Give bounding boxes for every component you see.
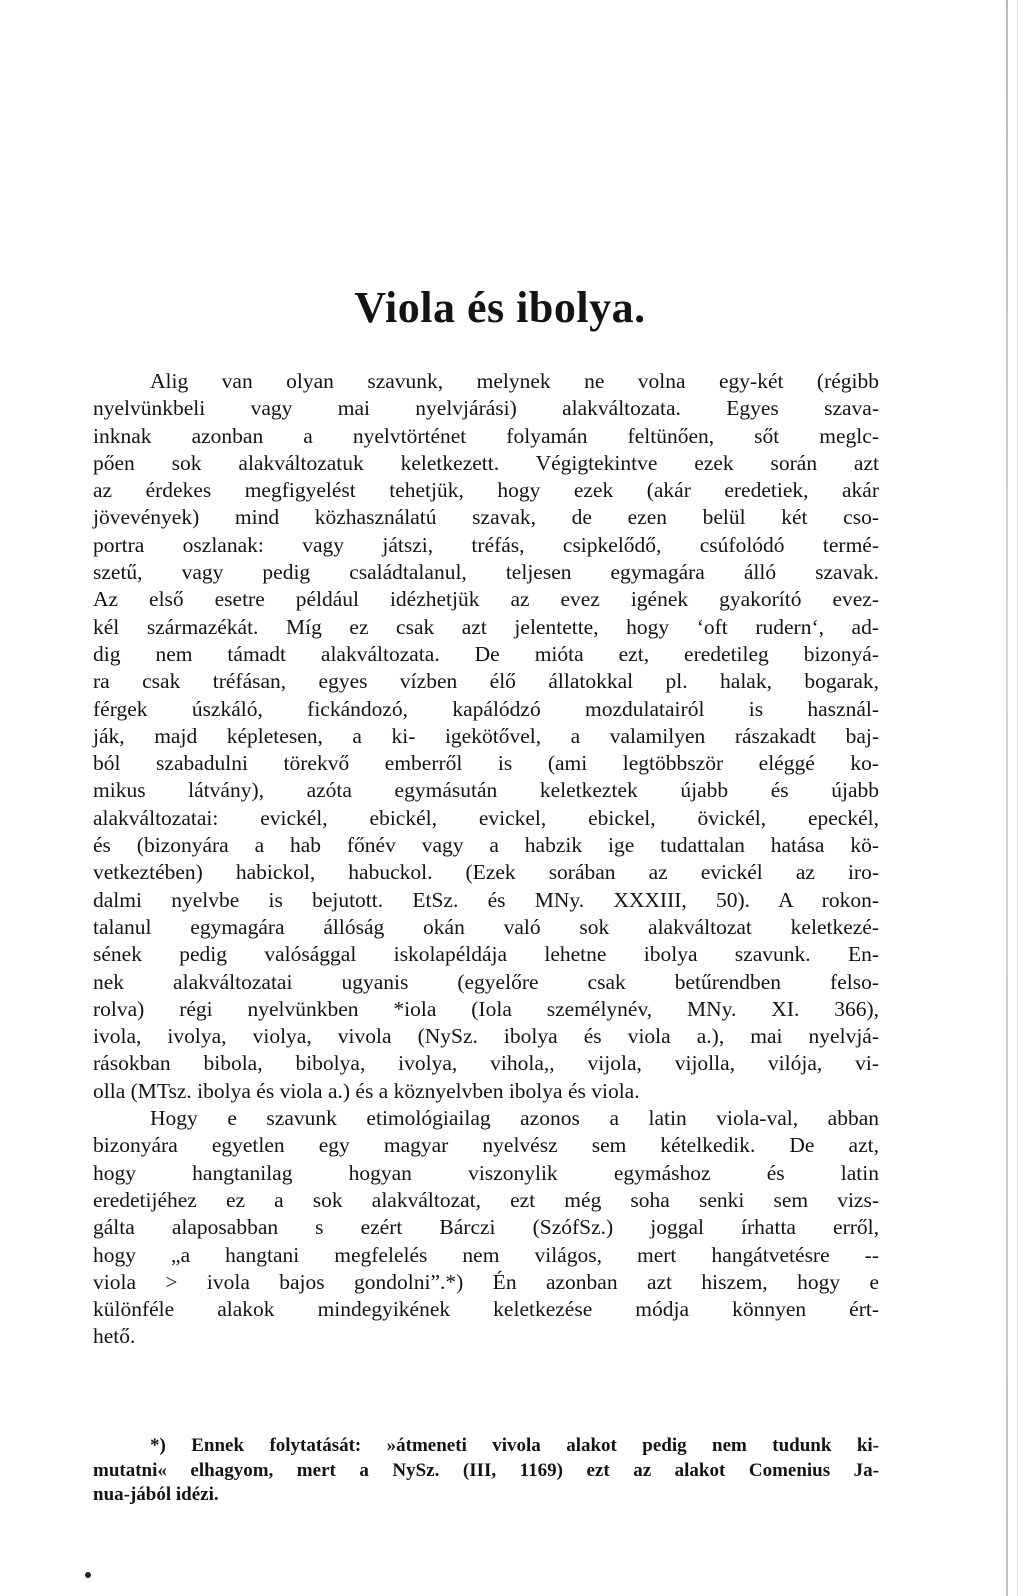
text-line: talanul egymagára állóság okán való sok alakváltozat keletkezé- (93, 914, 879, 939)
text-line: Az első esetre például idézhetjük az evez igének gyakorító evez- (93, 587, 879, 612)
text-line: portra oszlanak: vagy játszi, tréfás, csipkelődő, csúfolódó termé- (93, 532, 879, 557)
text-line: és (bizonyára a hab főnév vagy a habzik ige tudattalan hatása kö- (93, 833, 879, 858)
text-line: különféle alakok mindegyikének keletkezése módja könnyen ért- (93, 1297, 879, 1322)
text-line: pően sok alakváltozatuk keletkezett. Végigtekintve ezek során azt (93, 450, 879, 475)
text-line: dig nem támadt alakváltozata. De mióta ezt, eredetileg bizonyá- (93, 641, 879, 666)
body-text (93, 368, 879, 1351)
text-line: Hogy e szavunk etimológiailag azonos a latin viola-val, abban (150, 1106, 879, 1131)
text-line: jövevények) mind közhasználatú szavak, de ezen belül két cso- (93, 505, 879, 530)
footnote (93, 1434, 879, 1508)
text-line: hogy „a hangtani megfelelés nem világos, mert hangátvetésre -- (93, 1242, 879, 1267)
text-line: alakváltozatai: evickél, ebickél, evickel, ebickel, övickél, epeckél, (93, 805, 879, 830)
text-line: vetkeztében) habickol, habuckol. (Ezek sorában az evickél az iro- (93, 860, 879, 885)
text-line: olla (MTsz. ibolya és viola a.) és a köznyelvben ibolya és viola. (93, 1078, 640, 1103)
text-line: az érdekes megfigyelést tehetjük, hogy ezek (akár eredetiek, akár (93, 478, 879, 503)
text-line: nyelvünkbeli vagy mai nyelvjárási) alakváltozata. Egyes szava- (93, 396, 879, 421)
text-line: sének pedig valósággal iskolapéldája lehetne ibolya szavunk. En- (93, 942, 879, 967)
footnote-line: nua-jából idézi. (93, 1484, 219, 1505)
text-line: viola > ivola bajos gondolni”.*) Én azonban azt hiszem, hogy e (93, 1269, 879, 1294)
text-line: hogy hangtanilag hogyan viszonylik egymáshoz és latin (93, 1160, 879, 1185)
text-line: rolva) régi nyelvünkben *iola (Iola személynév, MNy. XI. 366), (93, 996, 879, 1021)
text-line: ból szabadulni törekvő emberről is (ami legtöbbször eléggé ko- (93, 751, 879, 776)
page-edge-shadow-outer (1017, 0, 1018, 1596)
text-line: mikus látvány), azóta egymásután keletkeztek újabb és újabb (93, 778, 879, 803)
paragraph-2 (93, 1105, 879, 1351)
text-line: nek alakváltozatai ugyanis (egyelőre csak betűrendben felso- (93, 969, 879, 994)
paragraph-1 (93, 368, 879, 1105)
text-line: dalmi nyelvbe is bejutott. EtSz. és MNy. XXXIII, 50). A rokon- (93, 887, 879, 912)
text-line: kél származékát. Míg ez csak azt jelentette, hogy ‘oft rudern‘, ad- (93, 614, 879, 639)
footnote-line: mutatni« elhagyom, mert a NySz. (III, 1169) ezt az alakot Comenius Ja- (93, 1459, 879, 1481)
text-line: eredetijéhez ez a sok alakváltozat, ezt még soha senki sem vizs- (93, 1187, 879, 1212)
text-line: férgek úszkáló, fickándozó, kapálódzó mozdulatairól is használ- (93, 696, 879, 721)
text-line: ra csak tréfásan, egyes vízben élő állatokkal pl. halak, bogarak, (93, 669, 879, 694)
page-edge-shadow (1006, 0, 1008, 1596)
page-title: Viola és ibolya. (354, 283, 646, 332)
text-line: Alig van olyan szavunk, melynek ne volna egy-két (régibb (150, 369, 879, 393)
text-line: bizonyára egyetlen egy magyar nyelvész sem kételkedik. De azt, (93, 1133, 879, 1158)
text-line: rásokban bibola, bibolya, ivolya, vihola,, vijola, vijolla, vilója, vi- (93, 1051, 879, 1076)
text-line: gálta alaposabban s ezért Bárczi (SzófSz.) joggal írhatta erről, (93, 1215, 879, 1240)
page-mark-dot (85, 1572, 91, 1578)
text-line: ivola, ivolya, violya, vivola (NySz. ibolya és viola a.), mai nyelvjá- (93, 1024, 879, 1049)
text-line: ják, majd képletesen, a ki- igekötővel, a valamilyen rászakadt baj- (93, 723, 879, 748)
footnote-line: *) Ennek folytatását: »átmeneti vivola alakot pedig nem tudunk ki- (150, 1435, 879, 1456)
text-line: inknak azonban a nyelvtörténet folyamán feltünően, sőt meglc- (93, 423, 879, 448)
text-line: szetű, vagy pedig családtalanul, teljesen egymagára álló szavak. (93, 560, 879, 585)
text-line: hető. (93, 1324, 136, 1349)
